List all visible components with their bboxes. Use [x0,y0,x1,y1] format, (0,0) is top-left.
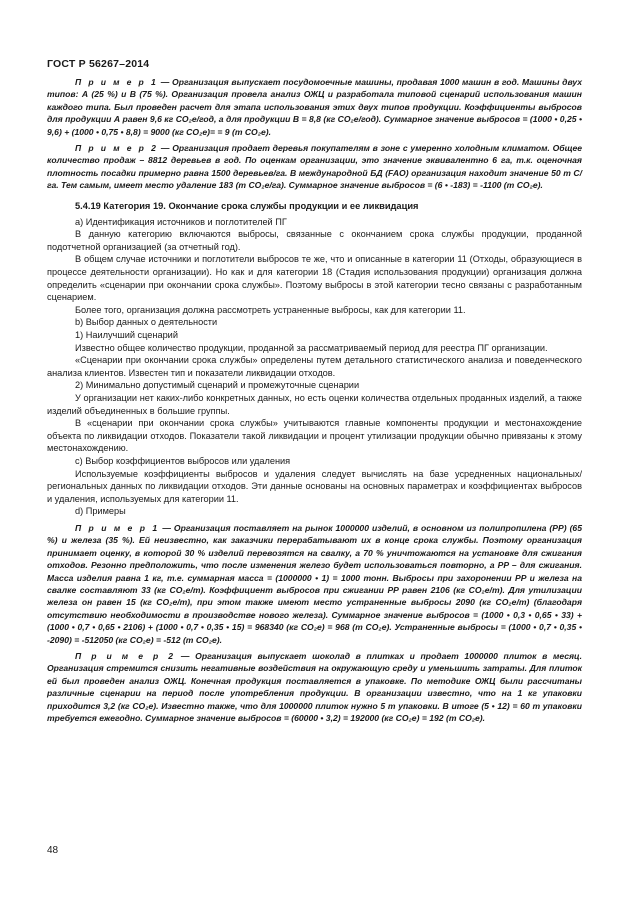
paragraph: Используемые коэффициенты выбросов и удаления следует вычислять на базе усредненных национальных/региональных данных по ликвидации отходов. Эти данные основаны на основных параметрах и коэффициентах выбросов и удаления, используемых для категории 11. [47,468,582,504]
section-heading: 5.4.19 Категория 19. Окончание срока службы продукции и ее ликвидация [75,200,419,211]
paragraph: d) Примеры [75,506,126,517]
paragraph: Известно общее количество продукции, проданной за рассматриваемый период для реестра ПГ организации. [75,342,548,353]
example-text: — Организация продает деревья покупателям в зоне с умеренно холодным климатом. Общее количество продаж – 8812 деревьев в год. По оценкам организации, это значение эквивалентно 6 га, т.к. оценочная плотность посадки примерно равна 1500 деревьев/га. В международной БД (FAO) организация находит значение 50 т С/га. Тем самым, имеет место удаление 183 (т CO₂е/га). Суммарное значение выбросов = (6 • -183) = -1100 (т CO₂е). [47,143,583,191]
page-content [47,76,582,724]
paragraph: a) Идентификация источников и поглотителей ПГ [75,216,287,227]
example-text: — Организация выпускает шоколад в плитках и продает 1000000 плиток в месяц. Организация стремится снизить негативные воздействия на окружающую среду и уменьшить затраты. Для плиток ей был проведен анализ ОЖЦ. Конечная продукция поставляется в упаковке. По методике ОЖЦ были рассчитаны различные сценарии на период после употребления продукции. В организации известно, что на 1 кг упаковки приходится 3,2 (кг CO₂е). Известно также, что для 1000000 плиток нужно 5 т упаковки. В итоге (5 • 12) = 60 т упаковки требуется ежегодно. Суммарное значение выбросов = (60000 • 3,2) = 192000 (кг CO₂е) = 192 (т CO₂е). [47,650,582,723]
paragraph: В «сценарии при окончании срока службы» учитываются главные компоненты продукции и местонахождение объекта по ликвидации отходов. Показатели такой ликвидации и процент утилизации продукции обычно привязаны к этому местонахождению. [47,418,582,454]
paragraph: b) Выбор данных о деятельности [75,317,218,328]
example-text: — Организация выпускает посудомоечные машины, продавая 1000 машин в год. Машины двух типов: А (25 %) и В (75 %). Организация провела анализ ОЖЦ и разработала типовой сценарий использования машин каждого типа. Был проведен расчет для этапа использования этих двух типов продукции. Коэффициенты выбросов для продукции А равен 9,6 кг CO₂е/год, а для продукции В = 8,8 (кг CO₂е/год). Суммарное значение выбросов = (1000 • 0,25 • 9,6) + (1000 • 0,75 • 8,8) = 9000 (кг CO₂е)= = 9 (т CO₂е). [47,77,582,137]
document-header: ГОСТ Р 56267–2014 [47,58,150,70]
paragraph: Более того, организация должна рассмотреть устраненные выбросы, как для категории 11. [75,304,466,315]
paragraph: В общем случае источники и поглотители выбросов те же, что и описанные в категории 11 (Отходы, образующиеся в процессе деятельности организации). Но как и для категории 18 (Стадия использования продукции) организация должна определить «сценарии при окончании срока службы». Поэтому выбросы в этой категории тесно связаны с разработанным сценарием. [47,254,582,303]
paragraph: 2) Минимально допустимый сценарий и промежуточные сценарии [75,380,360,391]
example-text: — Организация поставляет на рынок 1000000 изделий, в основном из полипропилена (PP) (65 %) и железа (35 %). Ей неизвестно, как заказчики перерабатывают их в конце срока службы. Поэтому организация принимает оценку, в которой 30 % изделий перевозятся на свалку, а 70 % уничтожаются на установке для сжигания отходов. Резонно предположить, что после изменения железо будет использоваться повторно, а PP – для сжигания. Масса изделия равна 1 кг, т.е. суммарная масса = (1000000 • 1) = 1000 тонн. Выбросы при захоронении PP и железа на свалке составляют 33 (кг CO₂е/т). Коэффициент выбросов при сжигании PP равен 2106 (кг CO₂е/т). Для утилизации железа он равен 15 (кг CO₂е/т), при этом также имеют место устраненные выбросы 2090 (кг CO₂е/т) (благодаря отсутствию необходимости в производстве нового железа). Суммарное значение выбросов = (1000 • 0,3 • 0,65 • 33) + (1000 • 0,7 • 0,65 • 2106) + (1000 • 0,7 • 0,35 • 15) = 968340 (кг CO₂е) = 968 (т CO₂е). Устраненные выбросы = (1000 • 0,7 • 0,35 • -2090) = -512050 (кг CO₂е) = -512 (т CO₂е). [47,522,582,645]
example-bottom-2 [47,650,582,724]
paragraph: 1) Наилучший сценарий [75,330,178,340]
paragraph: В данную категорию включаются выбросы, связанные с окончанием срока службы продукции, проданной подотчетной организацией (за отчетный год). [47,229,582,252]
example-top-2 [47,142,582,192]
example-label: П р и м е р 2 [75,143,159,154]
paragraph: c) Выбор коэффициентов выбросов или удаления [75,455,291,466]
paragraph: У организации нет каких-либо конкретных данных, но есть оценки количества отдельных проданных изделий, а также изделий объединенных в большие группы. [47,392,582,416]
example-label: П р и м е р 1 [75,77,158,87]
example-label: П р и м е р 2 [75,650,176,661]
example-label: П р и м е р 1 [75,522,160,533]
example-bottom-1 [47,522,582,646]
paragraph: «Сценарии при окончании срока службы» определены путем детального статистического анализа и поведенческого анализа клиентов. Известен тип и показатели ликвидации отходов. [47,355,582,378]
example-top-1 [47,76,582,138]
page-number: 48 [47,845,59,856]
